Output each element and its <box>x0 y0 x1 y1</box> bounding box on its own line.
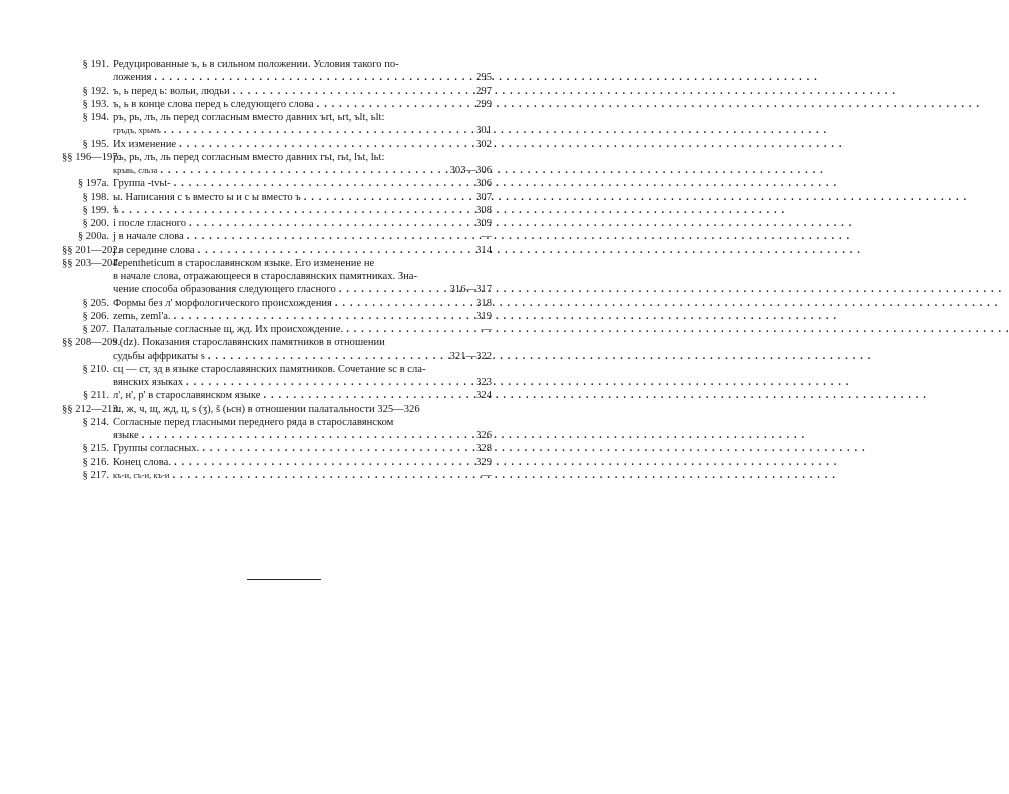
toc-line <box>62 217 492 230</box>
section-number: § 207. <box>82 324 109 335</box>
dot-leader <box>169 469 465 482</box>
page-number: 324 <box>476 390 492 402</box>
toc-line <box>62 310 492 323</box>
dot-leader <box>314 98 465 111</box>
section-number: §§ 203—204. <box>62 257 121 269</box>
toc-entry <box>62 217 492 230</box>
page-number: 303—306 <box>449 165 492 176</box>
toc-entry <box>62 204 492 217</box>
toc-entry <box>62 244 492 257</box>
entry-title: l'epentheticum в старославянском языке. Его изменение не <box>113 257 375 269</box>
section-number: §§ 196—197. <box>62 151 121 163</box>
dot-leader <box>171 310 465 323</box>
toc-entry <box>62 191 492 204</box>
toc-line <box>62 403 492 416</box>
section-number: § 216. <box>82 456 109 468</box>
toc-line <box>62 456 492 469</box>
page-number: — <box>481 469 492 481</box>
section-number: § 211. <box>82 390 109 402</box>
page-number: 301 <box>476 125 492 137</box>
section-number: § 214. <box>82 416 109 428</box>
toc-entry <box>62 177 492 190</box>
dot-leader <box>119 204 465 217</box>
toc-line <box>62 442 492 455</box>
toc-line <box>62 98 492 111</box>
toc-entry <box>62 416 492 443</box>
toc-line <box>62 177 492 190</box>
entry-title: Редуцированные ъ, ь в сильном положении. Условия такого по- <box>113 59 399 70</box>
entry-title: i после гласного <box>113 218 187 229</box>
toc-line <box>62 350 492 363</box>
page-number: 321—322 <box>449 350 492 362</box>
page-number: 295 <box>476 72 492 84</box>
entry-title: Конец слова. <box>113 456 172 468</box>
page-number: 306 <box>476 178 492 190</box>
page-number: 319 <box>476 310 492 322</box>
page-number: 329 <box>476 456 492 468</box>
section-number: § 194. <box>82 112 109 123</box>
toc-entry <box>62 151 492 178</box>
dot-leader <box>171 177 465 190</box>
entry-title: ложения <box>113 72 152 84</box>
toc-line <box>62 297 492 310</box>
toc-entry <box>62 138 492 151</box>
entry-title: ѕ (dz). Показания старославянских памятников в отношении <box>113 337 385 349</box>
toc-line <box>62 230 492 243</box>
entry-title: языке <box>113 430 139 441</box>
dot-leader <box>301 191 465 204</box>
entry-title: Палатальные согласные щ, жд. Их происхождение. <box>113 324 344 335</box>
section-number: §§ 212—213. <box>62 403 121 415</box>
toc-line <box>62 85 492 98</box>
entry-title: л', н', р' в старославянском языке <box>113 390 261 402</box>
entry-title: ръ, рь, лъ, ль перед согласным вместо давних rъt, rьt, lъt, lьt: <box>113 151 385 163</box>
section-number: § 206. <box>82 310 109 322</box>
entry-title: судьбы аффрикаты ѕ <box>113 350 205 362</box>
dot-leader <box>151 71 465 84</box>
page-number: 316—317 <box>449 284 492 296</box>
entry-title: къ-и, съ-и, къ-и <box>113 469 170 480</box>
toc-line <box>62 469 492 482</box>
section-number: § 195. <box>82 138 109 150</box>
dot-leader <box>184 230 465 243</box>
entry-title: ръ, рь, лъ, ль перед согласным вместо давних ъrt, ьrt, ъlt, ьlt: <box>113 112 385 123</box>
dot-leader <box>171 456 465 469</box>
toc-line <box>62 283 492 296</box>
page-number: 323 <box>476 377 492 388</box>
dot-leader <box>139 429 465 442</box>
toc-line <box>62 416 492 429</box>
toc-line <box>62 58 492 71</box>
toc-line <box>62 336 492 349</box>
toc-line <box>62 71 492 84</box>
entry-title: ш, ж, ч, щ, жд, ц, ѕ (ʒ), š (ьсн) в отношении палатальности 325—326 <box>113 403 420 415</box>
dot-leader <box>186 217 465 230</box>
section-number: § 198. <box>82 191 109 203</box>
toc-entry <box>62 98 492 111</box>
section-number: §§ 208—209. <box>62 337 121 349</box>
entry-title: j в начале слова <box>113 231 184 243</box>
entry-title: zemь, zeml'a. <box>113 310 171 322</box>
section-number: § 199. <box>82 204 109 216</box>
entry-title: ѣ <box>113 204 119 216</box>
dot-leader <box>195 244 465 257</box>
dot-leader <box>230 85 465 98</box>
entry-title: Формы без л' морфологического происхождения <box>113 297 332 309</box>
section-number: § 205. <box>82 297 109 309</box>
toc-entry <box>62 323 492 336</box>
toc-line <box>62 389 492 402</box>
toc-line <box>62 151 492 164</box>
toc-entry <box>62 363 492 390</box>
entry-title: ъ, ь в конце слова перед ь следующего слова <box>113 98 314 110</box>
entry-title: кръвь, сльза <box>113 165 158 175</box>
page-number: 308 <box>476 204 492 216</box>
entry-title: чение способа образования следующего гласного <box>113 284 336 296</box>
toc-line <box>62 191 492 204</box>
toc-entry <box>62 456 492 469</box>
dot-leader <box>199 442 465 455</box>
closing-rule <box>247 579 321 580</box>
entry-title: ы. Написания с ъ вместо ы и с ы вместо ъ <box>113 191 301 203</box>
section-number: § 215. <box>82 443 109 455</box>
page-number: 307 <box>476 191 492 203</box>
dot-leader <box>157 164 446 177</box>
toc-line <box>62 111 492 124</box>
toc-entry <box>62 58 492 85</box>
page-number: 309 <box>476 218 492 229</box>
entry-title: j в середине слова <box>113 244 195 256</box>
entry-title: вянских языках <box>113 377 184 388</box>
section-number: § 200а. <box>77 231 109 243</box>
toc-entry <box>62 442 492 455</box>
section-number: § 217. <box>82 469 109 481</box>
entry-title: Группы согласных. <box>113 443 200 455</box>
toc-line <box>62 164 492 177</box>
entry-title: Согласные перед гласными переднего ряда в старославянском <box>113 416 394 428</box>
toc-line <box>62 429 492 442</box>
dot-leader <box>332 297 465 310</box>
toc-entry <box>62 297 492 310</box>
toc-line <box>62 138 492 151</box>
page-number: 302 <box>476 138 492 150</box>
toc-line <box>62 363 492 376</box>
table-of-contents <box>62 58 492 482</box>
section-number: § 191. <box>82 59 109 70</box>
toc-line <box>62 376 492 389</box>
dot-leader <box>183 376 465 389</box>
toc-line <box>62 257 492 270</box>
toc-entry <box>62 230 492 243</box>
page-number: 328 <box>476 443 492 455</box>
toc-line <box>62 244 492 257</box>
page-number: — <box>481 231 492 243</box>
dot-leader <box>261 389 465 402</box>
section-number: § 192. <box>82 85 109 97</box>
dot-leader <box>176 138 465 151</box>
entry-title: в начале слова, отражающееся в старославянских памятниках. Зна- <box>113 271 418 282</box>
page-number: 299 <box>476 98 492 110</box>
toc-line <box>62 124 492 137</box>
page-number: — <box>481 324 492 335</box>
dot-leader <box>336 283 447 296</box>
section-number: §§ 201—202. <box>62 244 121 256</box>
page-number: 318 <box>476 297 492 309</box>
toc-line <box>62 323 492 336</box>
toc-line <box>62 270 492 283</box>
section-number: § 197а. <box>77 178 109 190</box>
dot-leader <box>205 350 447 363</box>
section-number: § 200. <box>82 218 109 229</box>
toc-entry <box>62 336 492 363</box>
page-number: 297 <box>476 85 492 97</box>
section-number: § 193. <box>82 98 109 110</box>
toc-entry <box>62 85 492 98</box>
entry-title: Их изменение <box>113 138 177 150</box>
page-number: 314 <box>476 244 492 256</box>
toc-entry <box>62 469 492 482</box>
page-number: 326 <box>476 430 492 441</box>
toc-entry <box>62 389 492 402</box>
dot-leader <box>343 323 465 336</box>
toc-entry <box>62 111 492 138</box>
toc-entry <box>62 403 492 416</box>
toc-entry <box>62 257 492 297</box>
toc-line <box>62 204 492 217</box>
toc-entry <box>62 310 492 323</box>
entry-title: гръдъ, хрьмъ <box>113 125 161 136</box>
entry-title: ъ, ь перед ь: вольи, людьи <box>113 85 230 97</box>
entry-title: сц — ст, зд в языке старославянских памятников. Сочетание sc в сла- <box>113 363 426 375</box>
section-number: § 210. <box>82 363 109 375</box>
entry-title: Группа -tvьt- <box>113 178 171 190</box>
dot-leader <box>161 124 465 137</box>
